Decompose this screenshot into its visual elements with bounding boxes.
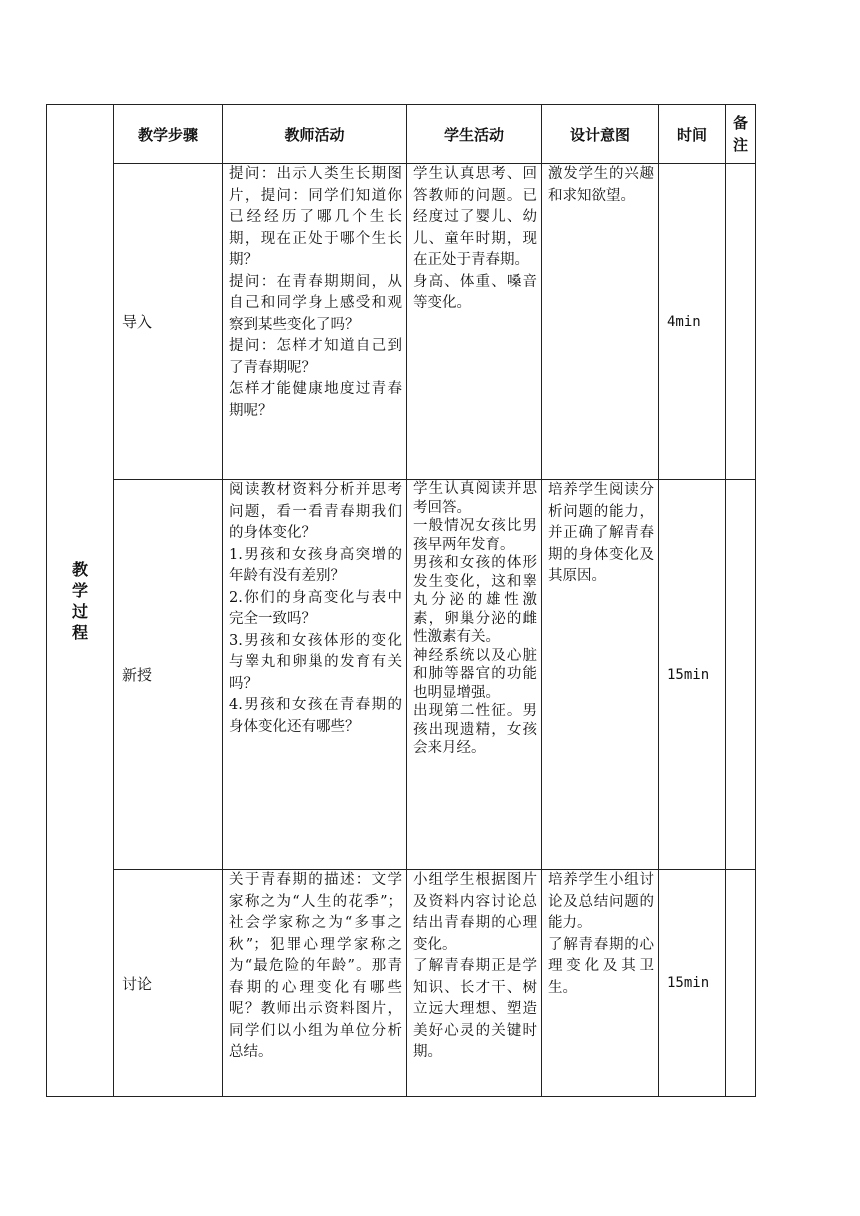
paragraph: 提问：出示人类生长期图片，提问：同学们知道你已经经历了哪几个生长期，现在正处于哪个生长期？: [229, 166, 402, 268]
paragraph: 培养学生小组讨论及总结问题的能力。: [548, 872, 654, 931]
row-step: 新授: [114, 480, 223, 870]
paragraph: 男孩和女孩的体形发生变化，这和睾丸分泌的雄性激素，卵巢分泌的雌性激素有关。: [413, 555, 537, 645]
student-activity: [407, 480, 542, 870]
paragraph: 学生认真阅读并思考回答。: [413, 481, 537, 516]
teacher-activity: [223, 870, 407, 1097]
student-activity: [407, 164, 542, 480]
row-note: [726, 480, 756, 870]
paragraph: 一般情况女孩比男孩早两年发育。: [413, 518, 537, 553]
paragraph: 身高、体重、嗓音等变化。: [413, 273, 537, 311]
header-note: 备注: [726, 105, 756, 164]
teacher-activity: [223, 164, 407, 480]
paragraph: 提问：怎样才知道自己到了青春期呢？: [229, 338, 402, 376]
paragraph: 关于青春期的描述：文学家称之为“人生的花季”；社会学家称之为“多事之秋”；犯罪心理学家称之为“最危险的年龄”。那青春期的心理变化有哪些呢？教师出示资料图片，同学们以小组为单位分析总结。: [229, 872, 402, 1060]
paragraph: 了解青春期正是学知识、长才干、树立远大理想、塑造美好心灵的关键时期。: [413, 958, 537, 1060]
row-time: 15min: [659, 480, 726, 870]
paragraph: 培养学生阅读分析问题的能力，并正确了解青春期的身体变化及其原因。: [548, 482, 654, 584]
row-note: [726, 164, 756, 480]
row-step: 导入: [114, 164, 223, 480]
lesson-plan-table: [46, 104, 756, 1097]
paragraph: 2.你们的身高变化与表中完全一致吗？: [229, 589, 402, 627]
paragraph: 怎样才能健康地度过青春期呢？: [229, 381, 402, 419]
paragraph: 神经系统以及心脏和肺等器官的功能也明显增强。: [413, 647, 537, 701]
paragraph: 了解青春期的心理变化及其卫生。: [548, 936, 654, 996]
paragraph: 阅读教材资料分析并思考问题，看一看青春期我们的身体变化？: [229, 482, 402, 541]
student-activity: [407, 870, 542, 1097]
paragraph: 出现第二性征。男孩出现遗精，女孩会来月经。: [413, 703, 537, 756]
paragraph: 激发学生的兴趣和求知欲望。: [548, 166, 654, 204]
paragraph: 3.男孩和女孩体形的变化与睾丸和卵巢的发育有关吗？: [229, 632, 402, 692]
row-time: 15min: [659, 870, 726, 1097]
paragraph: 学生认真思考、回答教师的问题。已经度过了婴儿、幼儿、童年时期，现在正处于青春期。: [413, 166, 537, 268]
design-intent: [542, 480, 659, 870]
design-intent: [542, 164, 659, 480]
table-row: [47, 480, 756, 870]
paragraph: 小组学生根据图片及资料内容讨论总结出青春期的心理变化。: [413, 872, 537, 953]
row-time: 4min: [659, 164, 726, 480]
header-row: [47, 105, 756, 164]
header-time: 时间: [659, 105, 726, 164]
paragraph: 提问：在青春期期间，从自己和同学身上感受和观察到某些变化了吗？: [229, 273, 402, 333]
row-note: [726, 870, 756, 1097]
section-label: 教学过程: [47, 105, 114, 1097]
design-intent: [542, 870, 659, 1097]
row-step: 讨论: [114, 870, 223, 1097]
paragraph: 4.男孩和女孩在青春期的身体变化还有哪些？: [229, 697, 402, 735]
header-teacher: 教师活动: [223, 105, 407, 164]
table-row: [47, 164, 756, 480]
teacher-activity: [223, 480, 407, 870]
paragraph: 1.男孩和女孩身高突增的年龄有没有差别？: [229, 546, 402, 584]
header-student: 学生活动: [407, 105, 542, 164]
table-row: [47, 870, 756, 1097]
header-step: 教学步骤: [114, 105, 223, 164]
header-intent: 设计意图: [542, 105, 659, 164]
